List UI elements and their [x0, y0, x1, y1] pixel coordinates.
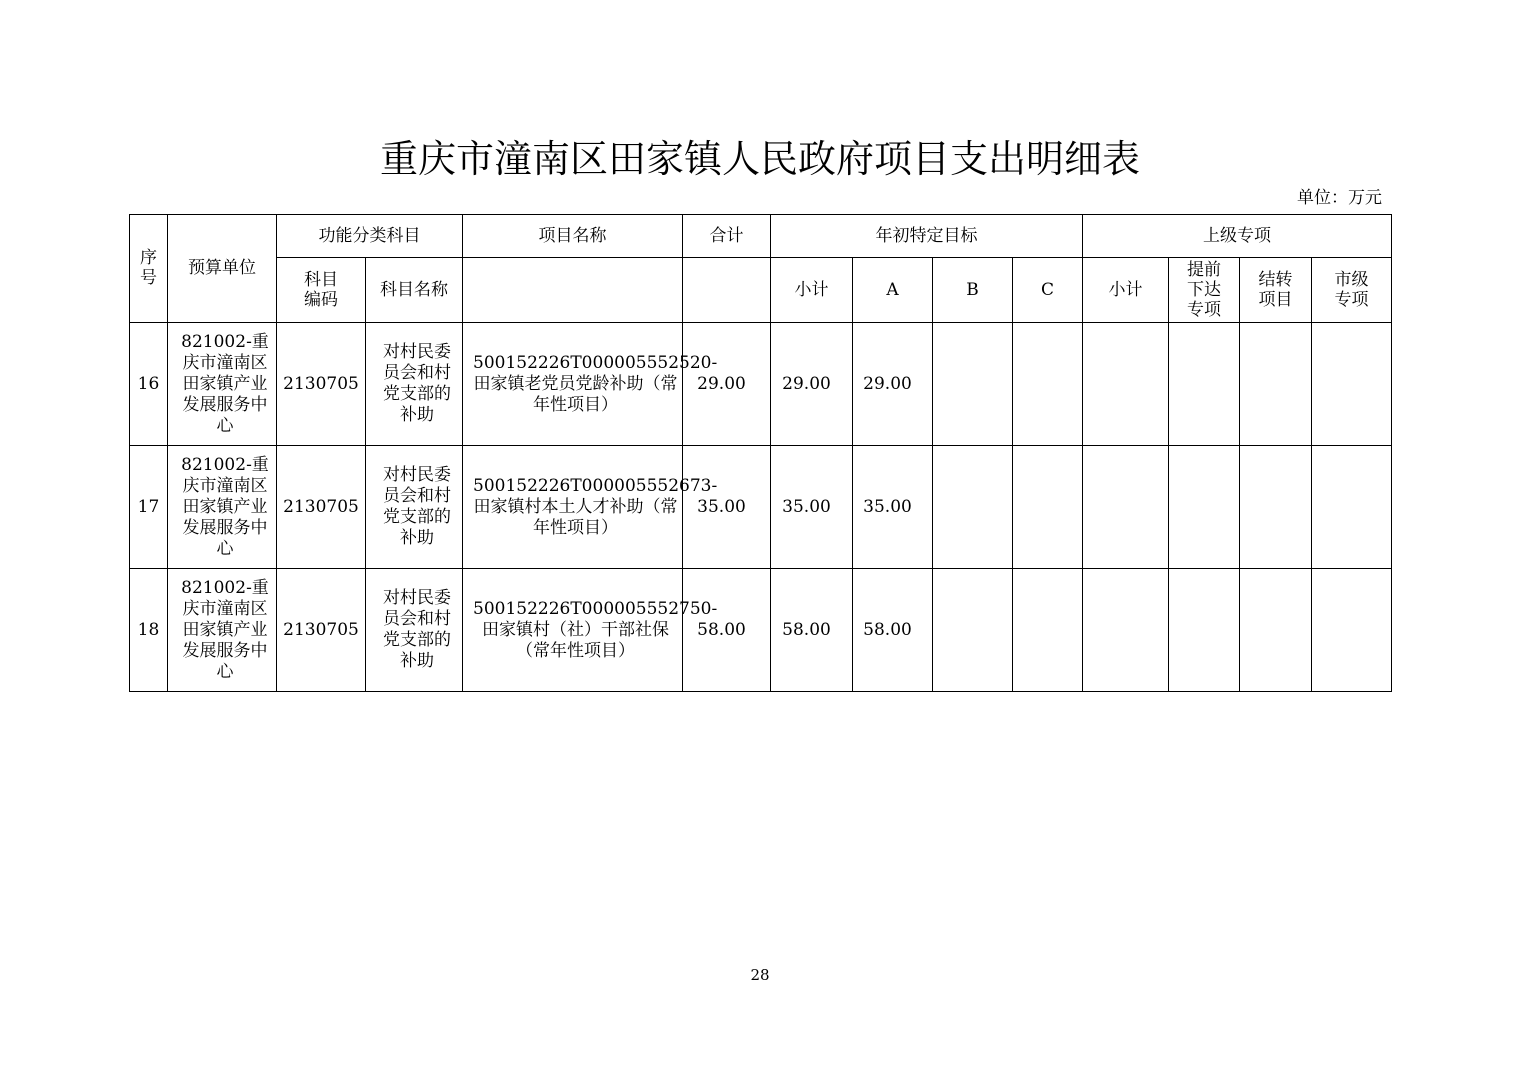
cell-budget-unit: 821002-重庆市潼南区田家镇产业发展服务中心	[168, 446, 277, 569]
cell-city-special	[1312, 446, 1392, 569]
header-c: C	[1013, 258, 1083, 323]
header-total: 合计	[683, 215, 771, 258]
cell-advance	[1169, 569, 1240, 692]
header-row-1	[130, 215, 1392, 258]
cell-carryover	[1240, 446, 1312, 569]
cell-c	[1013, 446, 1083, 569]
header-project-name: 项目名称	[463, 215, 683, 258]
cell-city-special	[1312, 323, 1392, 446]
header-budget-unit: 预算单位	[168, 215, 277, 323]
cell-carryover	[1240, 323, 1312, 446]
header-superior-special: 上级专项	[1083, 215, 1392, 258]
cell-c	[1013, 323, 1083, 446]
cell-total: 58.00	[683, 569, 771, 692]
table-row	[130, 323, 1392, 446]
cell-seq: 18	[130, 569, 168, 692]
header-a: A	[853, 258, 933, 323]
cell-subject-name: 对村民委员会和村党支部的补助	[366, 446, 463, 569]
header-total-empty	[683, 258, 771, 323]
cell-superior-subtotal	[1083, 323, 1169, 446]
header-b: B	[933, 258, 1013, 323]
cell-superior-subtotal	[1083, 446, 1169, 569]
cell-advance	[1169, 323, 1240, 446]
header-subject-code: 科目编码	[277, 258, 366, 323]
page-number: 28	[750, 966, 770, 984]
cell-project-name: 500152226T000005552750-田家镇村（社）干部社保（常年性项目）	[463, 569, 683, 692]
cell-a: 35.00	[853, 446, 933, 569]
header-subtotal-2: 小计	[1083, 258, 1169, 323]
cell-subject-code: 2130705	[277, 446, 366, 569]
cell-subject-code: 2130705	[277, 323, 366, 446]
cell-subtotal: 35.00	[771, 446, 853, 569]
cell-b	[933, 569, 1013, 692]
cell-subject-name: 对村民委员会和村党支部的补助	[366, 569, 463, 692]
cell-seq: 16	[130, 323, 168, 446]
cell-subject-name: 对村民委员会和村党支部的补助	[366, 323, 463, 446]
cell-subtotal: 29.00	[771, 323, 853, 446]
cell-c	[1013, 569, 1083, 692]
header-carryover: 结转项目	[1240, 258, 1312, 323]
cell-carryover	[1240, 569, 1312, 692]
cell-budget-unit: 821002-重庆市潼南区田家镇产业发展服务中心	[168, 323, 277, 446]
table-row	[130, 569, 1392, 692]
cell-project-name: 500152226T000005552520-田家镇老党员党龄补助（常年性项目）	[463, 323, 683, 446]
cell-b	[933, 323, 1013, 446]
cell-city-special	[1312, 569, 1392, 692]
header-seq: 序号	[130, 215, 168, 323]
page-title: 重庆市潼南区田家镇人民政府项目支出明细表	[379, 137, 1140, 181]
cell-subtotal: 58.00	[771, 569, 853, 692]
project-expense-table	[129, 214, 1392, 692]
header-annual-target: 年初特定目标	[771, 215, 1083, 258]
header-row-2	[130, 258, 1392, 323]
cell-total: 29.00	[683, 323, 771, 446]
cell-total: 35.00	[683, 446, 771, 569]
header-project-name-empty	[463, 258, 683, 323]
header-city-special: 市级专项	[1312, 258, 1392, 323]
cell-subject-code: 2130705	[277, 569, 366, 692]
header-func-class: 功能分类科目	[277, 215, 463, 258]
header-subject-name: 科目名称	[366, 258, 463, 323]
cell-project-name: 500152226T000005552673-田家镇村本土人才补助（常年性项目）	[463, 446, 683, 569]
cell-b	[933, 446, 1013, 569]
cell-seq: 17	[130, 446, 168, 569]
table-row	[130, 446, 1392, 569]
header-subtotal-1: 小计	[771, 258, 853, 323]
cell-advance	[1169, 446, 1240, 569]
cell-a: 58.00	[853, 569, 933, 692]
cell-superior-subtotal	[1083, 569, 1169, 692]
unit-label: 单位：万元	[1297, 188, 1382, 208]
header-advance: 提前下达专项	[1169, 258, 1240, 323]
cell-a: 29.00	[853, 323, 933, 446]
cell-budget-unit: 821002-重庆市潼南区田家镇产业发展服务中心	[168, 569, 277, 692]
